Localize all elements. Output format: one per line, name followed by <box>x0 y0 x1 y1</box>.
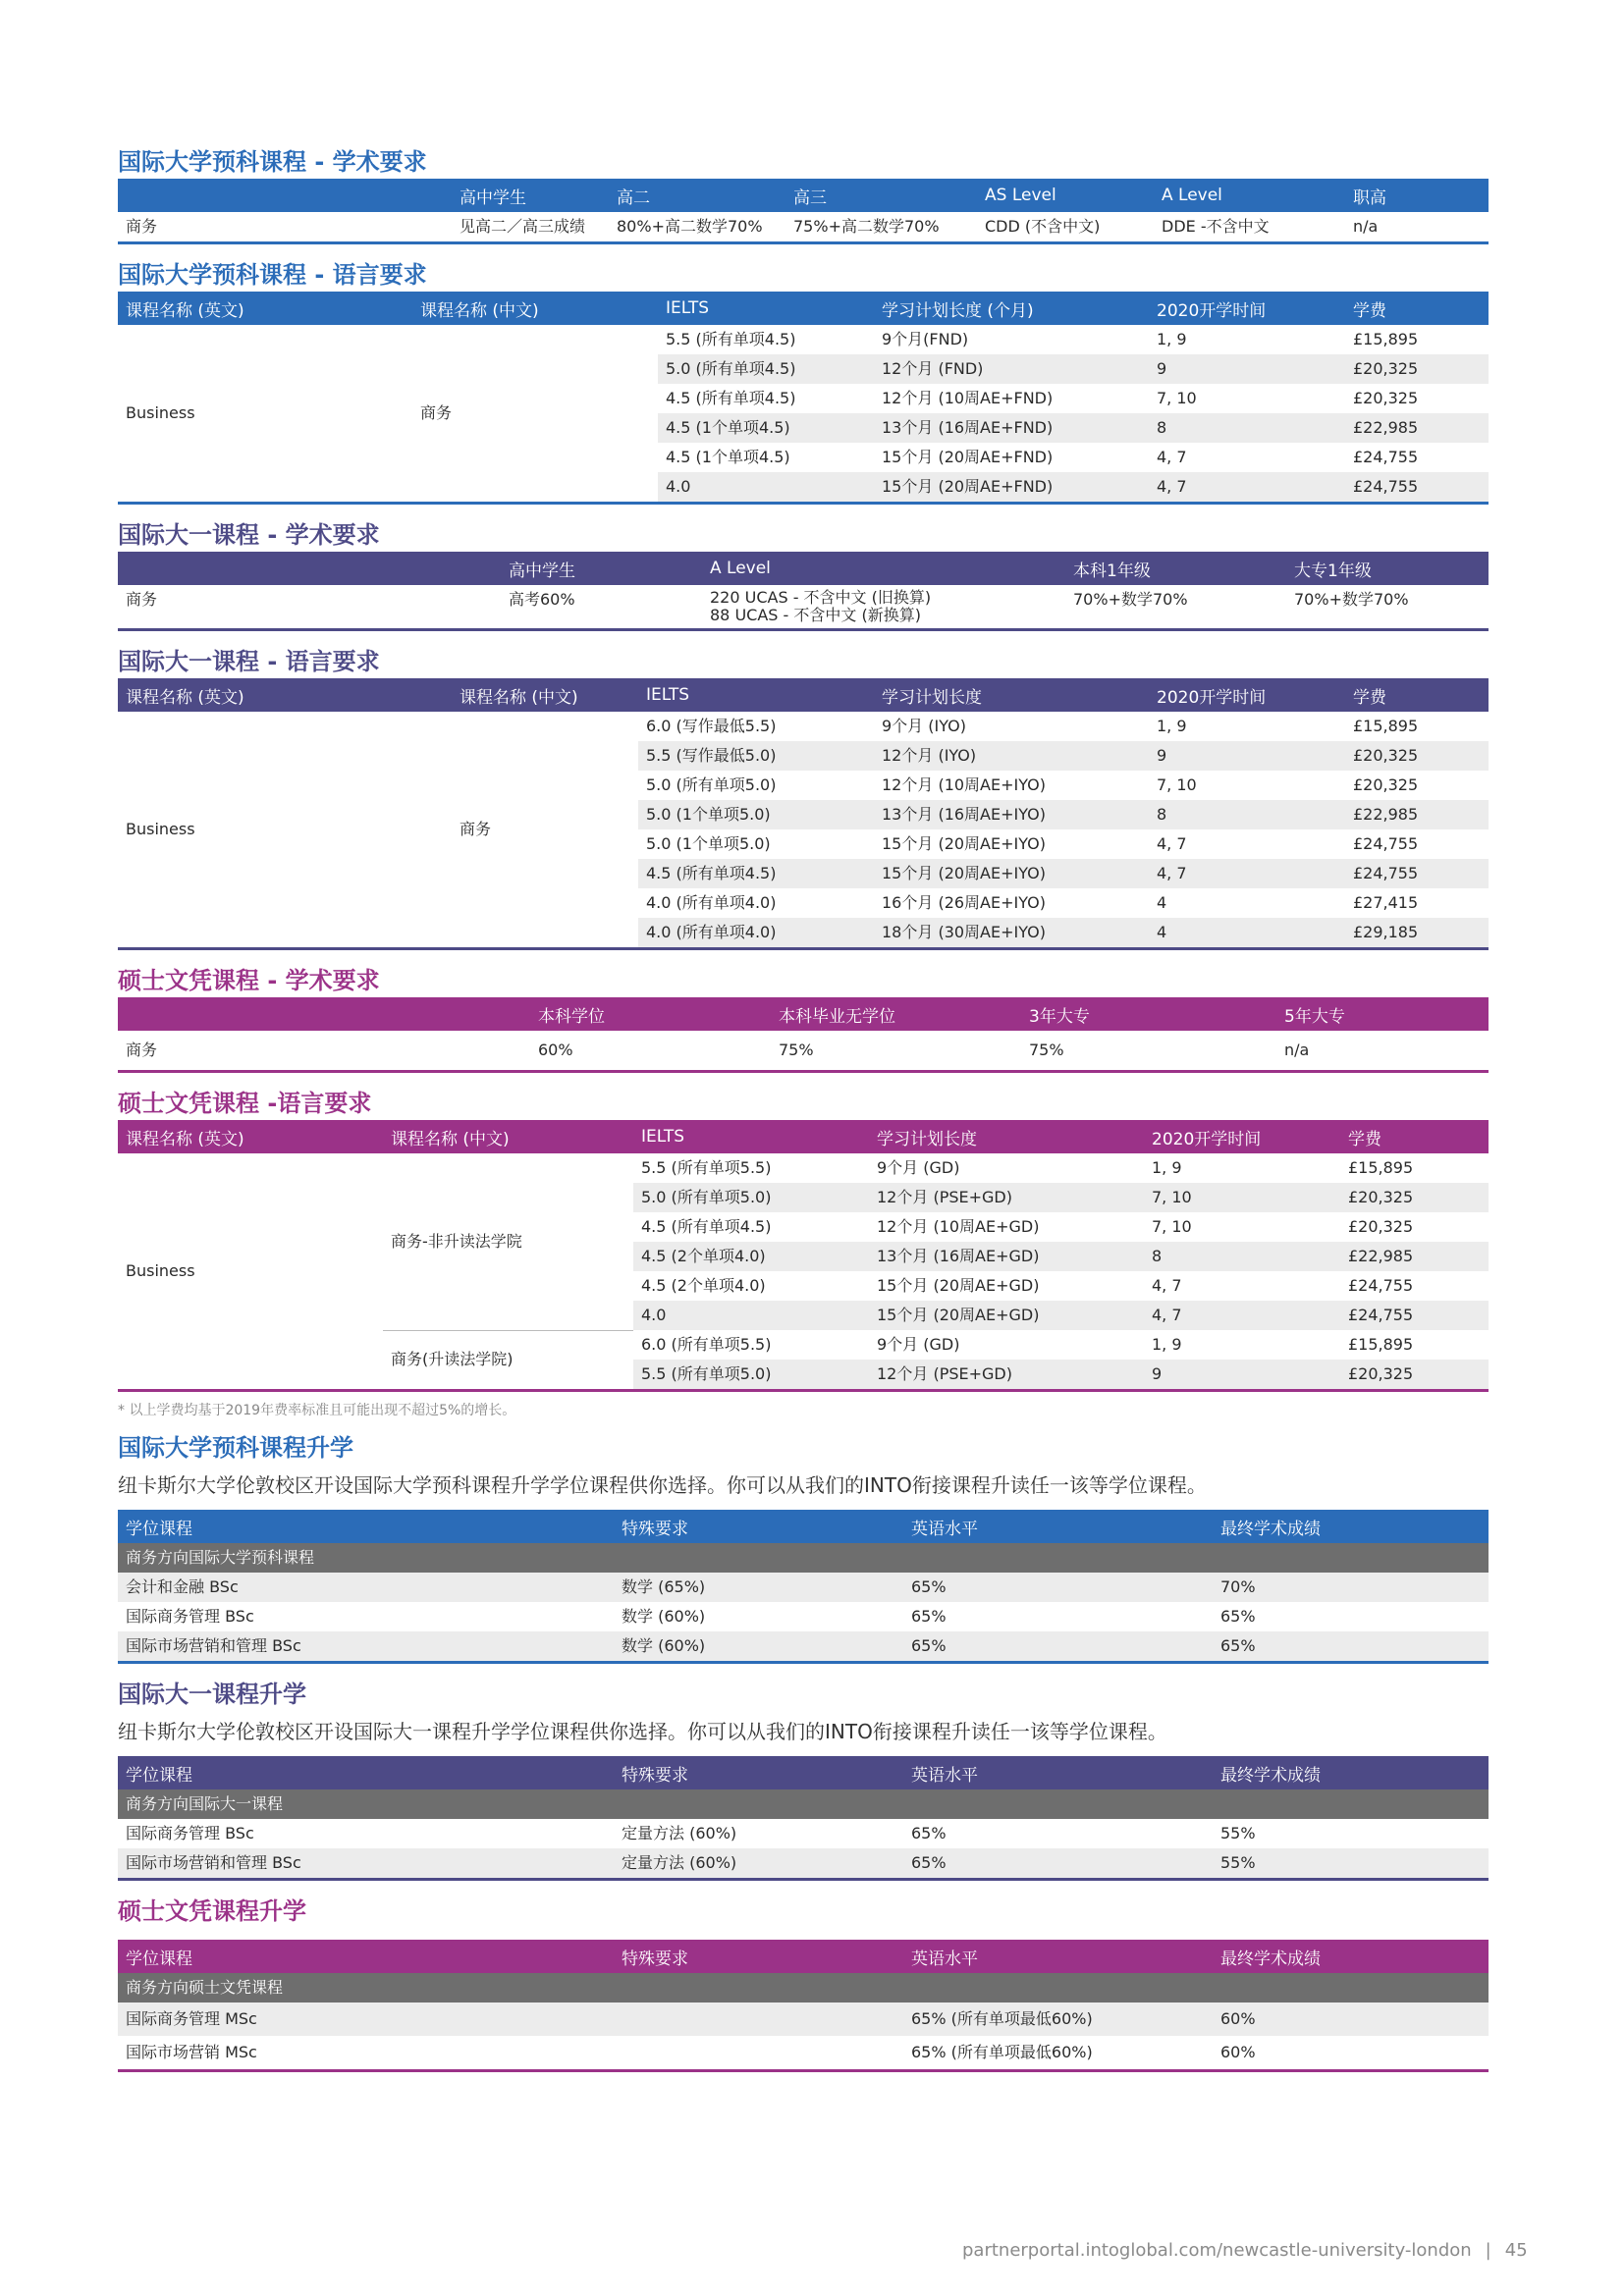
column-header: 课程名称 (英文) <box>118 292 412 325</box>
column-header <box>118 179 452 212</box>
table-cell: 6.0 (所有单项5.5) <box>641 1335 772 1354</box>
page-number: 45 <box>1504 2240 1528 2261</box>
column-header: 本科1年级 <box>1065 552 1286 585</box>
table-cell: 8 <box>1144 1242 1340 1271</box>
table-cell: £15,895 <box>1353 717 1419 735</box>
column-header: IELTS <box>638 678 874 712</box>
course-name-cn: 商务-非升读法学院 <box>383 1153 633 1330</box>
table-row <box>118 585 1489 630</box>
table-cell: £22,985 <box>1340 1242 1489 1271</box>
table-header-row <box>118 997 1489 1031</box>
column-header: 课程名称 (英文) <box>118 678 452 712</box>
course-name-en: Business <box>126 1261 195 1280</box>
table-cell: 会计和金融 BSc <box>118 1573 614 1602</box>
table-cell: 4.0 (所有单项4.0) <box>646 893 777 912</box>
table-cell: 4, 7 <box>1157 448 1187 466</box>
table-cell: 4.5 (所有单项4.5) <box>638 859 874 888</box>
table-cell: 12个月 (PSE+GD) <box>869 1360 1144 1391</box>
table-cell: 65% <box>903 1848 1213 1880</box>
foundation-academic-section <box>118 145 1489 244</box>
table-header-row <box>118 179 1489 212</box>
foundation-language-section <box>118 258 1489 505</box>
portal-url: partnerportal.intoglobal.com/newcastle-university-london <box>962 2240 1472 2261</box>
gd-language-section <box>118 1087 1489 1392</box>
table-cell: 4, 7 <box>1149 472 1345 504</box>
table-cell: £24,755 <box>1345 859 1489 888</box>
foundation-progression-table <box>118 1510 1489 1664</box>
foundation-language-table <box>118 292 1489 505</box>
subheader-row <box>118 1789 1489 1819</box>
table-cell: 商务 <box>126 217 158 236</box>
table-cell: £20,325 <box>1348 1217 1414 1236</box>
table-cell: 国际商务管理 MSc <box>118 2002 614 2036</box>
column-header: 学习计划长度 (个月) <box>874 292 1149 325</box>
table-cell: 5.5 (所有单项4.5) <box>666 330 796 348</box>
iyo-progression-section <box>118 1678 1489 1881</box>
table-cell: 60% <box>1220 2043 1256 2061</box>
table-cell: 国际商务管理 BSc <box>126 1607 254 1626</box>
table-cell: 5.0 (1个单项5.0) <box>646 834 771 853</box>
column-header: 5年大专 <box>1276 997 1489 1031</box>
table-cell: 55% <box>1213 1848 1489 1880</box>
table-cell: 数学 (60%) <box>622 1607 706 1626</box>
table-row <box>118 1573 1489 1602</box>
table-cell: 75%+高二数学70% <box>793 217 940 236</box>
table-cell: 65% <box>1220 1607 1256 1626</box>
section-title: 硕士文凭课程 -语言要求 <box>118 1090 372 1117</box>
table-cell: 4 <box>1157 893 1167 912</box>
table-row <box>118 2036 1489 2071</box>
subheader-row <box>118 1543 1489 1573</box>
table-cell: 18个月 (30周AE+IYO) <box>874 918 1149 949</box>
table-cell: £24,755 <box>1348 1276 1414 1295</box>
table-cell: 12个月 (10周AE+GD) <box>877 1217 1040 1236</box>
table-cell: £20,325 <box>1353 775 1419 794</box>
course-name-cn: 商务 <box>460 820 492 838</box>
section-title: 国际大一课程升学 <box>118 1681 306 1708</box>
section-title: 国际大一课程 - 语言要求 <box>118 648 380 675</box>
section-title: 国际大学预科课程 - 语言要求 <box>118 261 427 289</box>
table-cell: 60% <box>538 1041 573 1059</box>
column-header: 学习计划长度 <box>874 678 1149 712</box>
section-title: 国际大一课程 - 学术要求 <box>118 521 380 549</box>
column-header: 英语水平 <box>903 1756 1213 1789</box>
table-cell: 6.0 (写作最低5.5) <box>646 717 777 735</box>
course-name-en: Business <box>126 403 195 422</box>
table-cell: 4 <box>1149 918 1345 949</box>
table-header-row <box>118 678 1489 712</box>
table-cell: 9 <box>1144 1360 1340 1391</box>
table-cell: 65% (所有单项最低60%) <box>911 2043 1093 2061</box>
table-cell: 15个月 (20周AE+IYO) <box>882 834 1046 853</box>
iyo-language-section <box>118 645 1489 950</box>
table-cell: £24,755 <box>1353 834 1419 853</box>
column-header: 英语水平 <box>903 1510 1213 1543</box>
table-cell: £22,985 <box>1345 800 1489 829</box>
table-cell: 15个月 (20周AE+GD) <box>877 1276 1040 1295</box>
gd-academic-section <box>118 964 1489 1073</box>
table-cell: 4.5 (2个单项4.0) <box>641 1276 766 1295</box>
table-cell: 16个月 (26周AE+IYO) <box>882 893 1046 912</box>
column-header: 学费 <box>1345 678 1489 712</box>
table-cell: £27,415 <box>1353 893 1419 912</box>
column-header: A Level <box>1154 179 1345 212</box>
column-header: 最终学术成绩 <box>1213 1940 1489 1973</box>
table-cell: 9个月 (GD) <box>877 1158 960 1177</box>
table-cell: £20,325 <box>1340 1183 1489 1212</box>
course-name-en: Business <box>126 820 195 838</box>
column-header: 特殊要求 <box>614 1510 903 1543</box>
subheader-label: 商务方向国际大学预科课程 <box>118 1543 1489 1573</box>
column-header: A Level <box>702 552 1065 585</box>
table-cell: 9个月(FND) <box>882 330 969 348</box>
column-header: 高中学生 <box>452 179 609 212</box>
table-cell: 15个月 (20周AE+FND) <box>882 448 1054 466</box>
table-header-row <box>118 1120 1489 1153</box>
course-name-cn: 商务(升读法学院) <box>391 1350 514 1369</box>
table-cell: 13个月 (16周AE+FND) <box>874 413 1149 443</box>
table-cell: 数学 (60%) <box>614 1631 903 1663</box>
gd-academic-table <box>118 997 1489 1073</box>
table-cell: 定量方法 (60%) <box>622 1824 737 1842</box>
column-header: 学费 <box>1345 292 1489 325</box>
table-header-row <box>118 1940 1489 1973</box>
table-cell: 4, 7 <box>1157 834 1187 853</box>
course-name-cn: 商务 <box>420 403 453 422</box>
table-cell: £15,895 <box>1348 1158 1414 1177</box>
table-cell: £29,185 <box>1345 918 1489 949</box>
table-header-row <box>118 1510 1489 1543</box>
table-cell: 国际市场营销 MSc <box>126 2043 257 2061</box>
section-title: 硕士文凭课程升学 <box>118 1897 306 1925</box>
table-cell: DDE -不含中文 <box>1162 217 1270 236</box>
column-header: 2020开学时间 <box>1144 1120 1340 1153</box>
table-cell: 15个月 (20周AE+GD) <box>869 1301 1144 1330</box>
table-cell <box>614 2002 903 2036</box>
table-cell: 60% <box>1213 2002 1489 2036</box>
table-cell: 4, 7 <box>1149 859 1345 888</box>
table-cell: 4.0 (所有单项4.0) <box>638 918 874 949</box>
table-cell: 5.0 (所有单项5.0) <box>646 775 777 794</box>
a-level-new: 88 UCAS - 不含中文 (新换算) <box>710 606 921 624</box>
table-cell: 4.0 <box>633 1301 869 1330</box>
foundation-progression-section <box>118 1431 1489 1664</box>
table-row <box>118 1848 1489 1880</box>
table-cell: 70%+数学70% <box>1073 590 1188 609</box>
table-cell: 75% <box>1029 1041 1064 1059</box>
table-cell: 商务 <box>126 1041 158 1059</box>
subheader-label: 商务方向国际大一课程 <box>118 1789 1489 1819</box>
table-cell: £15,895 <box>1348 1335 1414 1354</box>
table-cell: 见高二／高三成绩 <box>460 217 586 236</box>
table-cell: 4.5 (1个单项4.5) <box>666 448 790 466</box>
table-cell: 9 <box>1149 741 1345 771</box>
column-header <box>118 997 530 1031</box>
table-cell: 7, 10 <box>1152 1217 1192 1236</box>
table-cell: 4.5 (2个单项4.0) <box>633 1242 869 1271</box>
iyo-progression-table <box>118 1756 1489 1881</box>
column-header: 高中学生 <box>501 552 702 585</box>
table-cell: 国际市场营销和管理 BSc <box>118 1848 614 1880</box>
table-cell: £20,325 <box>1345 741 1489 771</box>
table-cell: 1, 9 <box>1157 330 1187 348</box>
table-cell: £20,325 <box>1353 389 1419 407</box>
column-header: 学位课程 <box>118 1940 614 1973</box>
column-header: 高二 <box>609 179 785 212</box>
table-cell: £15,895 <box>1353 330 1419 348</box>
table-cell: 5.5 (所有单项5.0) <box>633 1360 869 1391</box>
table-row <box>118 1031 1489 1072</box>
table-cell: 65% <box>911 1824 947 1842</box>
table-cell: 国际市场营销和管理 BSc <box>118 1631 614 1663</box>
table-cell: 80%+高二数学70% <box>617 217 763 236</box>
table-cell: 4.5 (1个单项4.5) <box>658 413 874 443</box>
table-cell: 4, 7 <box>1152 1276 1182 1295</box>
table-cell: 15个月 (20周AE+FND) <box>874 472 1149 504</box>
table-cell: £24,755 <box>1353 448 1419 466</box>
iyo-language-table <box>118 678 1489 950</box>
table-cell: 12个月 (10周AE+FND) <box>882 389 1054 407</box>
section-description: 纽卡斯尔大学伦敦校区开设国际大一课程升学学位课程供你选择。你可以从我们的INTO衔接课程升读任一该等学位课程。 <box>118 1720 1167 1743</box>
table-row <box>118 1602 1489 1631</box>
table-cell: 65% <box>903 1573 1213 1602</box>
column-header: 学费 <box>1340 1120 1489 1153</box>
column-header: 职高 <box>1345 179 1489 212</box>
table-cell: n/a <box>1284 1041 1310 1059</box>
column-header: 课程名称 (中文) <box>412 292 658 325</box>
column-header: 本科学位 <box>530 997 771 1031</box>
fee-footnote: * 以上学费均基于2019年费率标准且可能出现不超过5%的增长。 <box>118 1403 516 1418</box>
table-cell: 5.0 (所有单项4.5) <box>658 354 874 384</box>
column-header: 最终学术成绩 <box>1213 1510 1489 1543</box>
iyo-academic-section <box>118 518 1489 631</box>
table-cell: 9 <box>1149 354 1345 384</box>
column-header: 最终学术成绩 <box>1213 1756 1489 1789</box>
column-header: 学习计划长度 <box>869 1120 1144 1153</box>
iyo-academic-table <box>118 552 1489 631</box>
column-header: 课程名称 (英文) <box>118 1120 383 1153</box>
table-cell: 12个月 (IYO) <box>874 741 1149 771</box>
gd-progression-section <box>118 1895 1489 2072</box>
column-header: 大专1年级 <box>1286 552 1489 585</box>
section-title: 国际大学预科课程升学 <box>118 1434 353 1462</box>
table-cell: CDD (不含中文) <box>985 217 1101 236</box>
table-cell: 12个月 (10周AE+IYO) <box>882 775 1046 794</box>
table-row <box>118 1631 1489 1663</box>
table-cell: 4.5 (所有单项4.5) <box>641 1217 772 1236</box>
column-header: IELTS <box>658 292 874 325</box>
table-cell: 65% <box>1213 1631 1489 1663</box>
table-cell: 5.5 (所有单项5.5) <box>641 1158 772 1177</box>
subheader-row <box>118 1973 1489 2002</box>
page-footer <box>962 2240 1528 2261</box>
table-row <box>118 1153 1489 1183</box>
table-cell: 9个月 (IYO) <box>882 717 966 735</box>
table-cell: 4.5 (所有单项4.5) <box>666 389 796 407</box>
table-header-row <box>118 552 1489 585</box>
table-cell: 13个月 (16周AE+GD) <box>869 1242 1144 1271</box>
table-cell: £20,325 <box>1340 1360 1489 1391</box>
table-cell: £20,325 <box>1345 354 1489 384</box>
section-title: 国际大学预科课程 - 学术要求 <box>118 148 427 176</box>
table-cell: 70% <box>1213 1573 1489 1602</box>
table-cell: 商务 <box>126 590 158 609</box>
table-cell: 65% <box>903 1631 1213 1663</box>
table-cell: 5.0 (所有单项5.0) <box>633 1183 869 1212</box>
table-cell: 1, 9 <box>1152 1335 1182 1354</box>
table-cell: 7, 10 <box>1157 775 1197 794</box>
column-header: 特殊要求 <box>614 1756 903 1789</box>
table-cell: 75% <box>779 1041 814 1059</box>
table-cell: 15个月 (20周AE+IYO) <box>874 859 1149 888</box>
table-cell <box>614 2036 903 2071</box>
footer-separator: | <box>1485 2240 1491 2261</box>
table-cell: 7, 10 <box>1144 1183 1340 1212</box>
table-cell: £24,755 <box>1340 1301 1489 1330</box>
a-level-old: 220 UCAS - 不含中文 (旧换算) <box>710 588 932 607</box>
column-header: 本科毕业无学位 <box>771 997 1021 1031</box>
table-cell: 5.5 (写作最低5.0) <box>638 741 874 771</box>
table-cell: £24,755 <box>1345 472 1489 504</box>
table-cell: 4, 7 <box>1144 1301 1340 1330</box>
table-cell: 5.0 (1个单项5.0) <box>638 800 874 829</box>
subheader-label: 商务方向硕士文凭课程 <box>118 1973 1489 2002</box>
column-header: 2020开学时间 <box>1149 678 1345 712</box>
table-cell: 高考60% <box>509 590 575 609</box>
column-header: 英语水平 <box>903 1940 1213 1973</box>
table-cell: 70%+数学70% <box>1294 590 1409 609</box>
gd-progression-table <box>118 1940 1489 2072</box>
table-cell: 9个月 (GD) <box>877 1335 960 1354</box>
column-header: 课程名称 (中文) <box>383 1120 633 1153</box>
column-header: 3年大专 <box>1021 997 1276 1031</box>
table-header-row <box>118 1756 1489 1789</box>
table-cell: 定量方法 (60%) <box>614 1848 903 1880</box>
table-row <box>118 1819 1489 1848</box>
table-cell: £22,985 <box>1345 413 1489 443</box>
table-cell: n/a <box>1353 217 1379 236</box>
section-title: 硕士文凭课程 - 学术要求 <box>118 967 380 994</box>
table-cell: 13个月 (16周AE+IYO) <box>874 800 1149 829</box>
table-cell: 12个月 (FND) <box>874 354 1149 384</box>
table-cell: 国际商务管理 BSc <box>126 1824 254 1842</box>
table-cell: 65% (所有单项最低60%) <box>903 2002 1213 2036</box>
column-header: 学位课程 <box>118 1510 614 1543</box>
foundation-academic-table <box>118 179 1489 244</box>
column-header: 2020开学时间 <box>1149 292 1345 325</box>
column-header <box>118 552 501 585</box>
table-cell: 数学 (65%) <box>614 1573 903 1602</box>
table-header-row <box>118 292 1489 325</box>
table-cell: 8 <box>1149 800 1345 829</box>
table-cell: 8 <box>1149 413 1345 443</box>
table-cell: 7, 10 <box>1157 389 1197 407</box>
table-cell: 12个月 (PSE+GD) <box>869 1183 1144 1212</box>
table-cell: 4.0 <box>658 472 874 504</box>
column-header: 课程名称 (中文) <box>452 678 638 712</box>
table-cell: 65% <box>911 1607 947 1626</box>
table-row <box>118 325 1489 354</box>
table-cell: 1, 9 <box>1157 717 1187 735</box>
table-cell: 1, 9 <box>1152 1158 1182 1177</box>
column-header: IELTS <box>633 1120 869 1153</box>
document-page <box>118 145 1489 2072</box>
column-header: 高三 <box>785 179 977 212</box>
table-row <box>118 2002 1489 2036</box>
section-description: 纽卡斯尔大学伦敦校区开设国际大学预科课程升学学位课程供你选择。你可以从我们的INTO衔接课程升读任一该等学位课程。 <box>118 1473 1207 1497</box>
table-cell: 55% <box>1220 1824 1256 1842</box>
column-header: 特殊要求 <box>614 1940 903 1973</box>
column-header: 学位课程 <box>118 1756 614 1789</box>
gd-language-table <box>118 1120 1489 1392</box>
table-row <box>118 712 1489 741</box>
table-row <box>118 212 1489 243</box>
column-header: AS Level <box>977 179 1154 212</box>
